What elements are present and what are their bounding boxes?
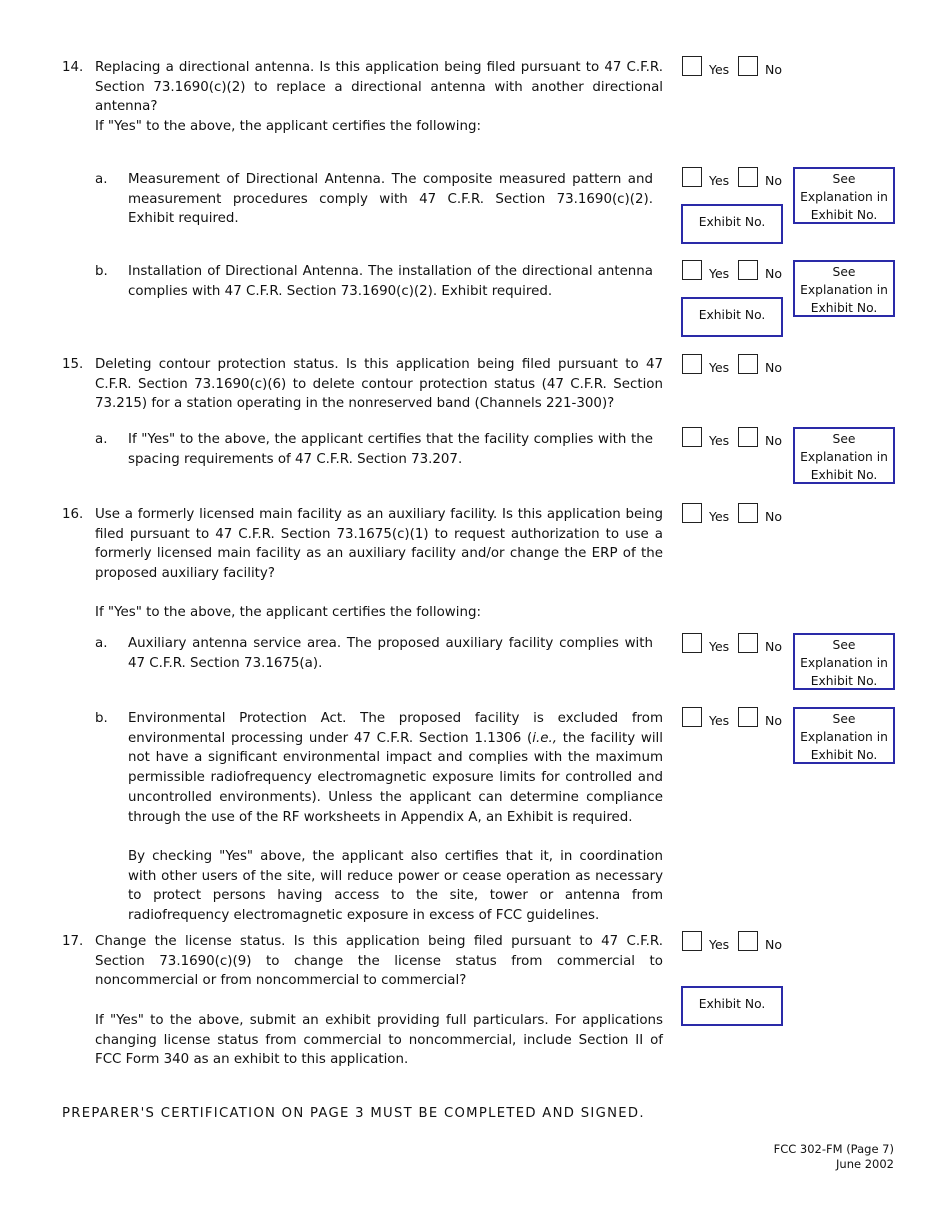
q15a-see-explanation-box[interactable]: [793, 427, 895, 484]
q14b-text: Installation of Directional Antenna. The installation of the directional antenna complies with 47 C.F.R. Section 73.1690(c)(2). Exhibit required.: [128, 264, 653, 299]
form-date: June 2002: [836, 1157, 894, 1171]
q16b-text-ie: i.e.,: [532, 730, 558, 746]
q14a-exhibit-box[interactable]: [681, 204, 783, 244]
q14b-exhibit-label: Exhibit No.: [698, 308, 766, 322]
q16a-letter: a.: [95, 636, 108, 651]
q15a-no-checkbox[interactable]: [738, 427, 758, 447]
q17-exhibit-label: Exhibit No.: [698, 997, 766, 1011]
q16b-letter: b.: [95, 711, 108, 726]
q16b-yes-checkbox[interactable]: [682, 707, 702, 727]
q15-no-checkbox[interactable]: [738, 354, 758, 374]
q15-text: Deleting contour protection status. Is this application being filed pursuant to 47 C.F.R. Section 73.1690(c)(6) to delete contour protection status (47 C.F.R. Section 73.215) for a station operating in the nonreserved band (Channels 221-300)?: [95, 357, 663, 412]
q16-yes-checkbox[interactable]: [682, 503, 702, 523]
q16b-no-label: No: [765, 713, 782, 728]
q15a-yes-label: Yes: [709, 433, 730, 448]
q16b-text: [128, 709, 663, 827]
q14a-see-explanation-label: See Explanation in Exhibit No.: [800, 172, 888, 222]
q16-no-label: No: [765, 509, 782, 524]
q14a-text: Measurement of Directional Antenna. The composite measured pattern and measurement procedures comply with 47 C.F.R. Section 73.1690(c)(2). Exhibit required.: [128, 172, 653, 227]
q14-text: Replacing a directional antenna. Is this application being filed pursuant to 47 C.F.R. Section 73.1690(c)(2) to replace a directional antenna with another directional antenna?: [95, 60, 663, 115]
q14b-see-explanation-box[interactable]: [793, 260, 895, 317]
q16b-yes-label: Yes: [709, 713, 730, 728]
q14-no-label: No: [765, 62, 782, 77]
q17-number: 17.: [62, 934, 84, 949]
q14a-no-label: No: [765, 173, 782, 188]
q14a-see-explanation-box[interactable]: [793, 167, 895, 224]
q16b-text-part2: the facility will not have a significant environmental impact and complies with the maximum permissible radiofrequency electromagnetic exposure limits for controlled and uncontrolled environments). Unless the applicant can determine compliance through the use of the RF worksheets in Appendix A, an Exhibit is required.: [128, 730, 664, 825]
q16a-see-explanation-box[interactable]: [793, 633, 895, 690]
q14-yes-label: Yes: [709, 62, 730, 77]
q14-number: 14.: [62, 60, 84, 75]
q16-number: 16.: [62, 507, 84, 522]
q17-no-checkbox[interactable]: [738, 931, 758, 951]
q17-note: If "Yes" to the above, submit an exhibit providing full particulars. For applications changing license status from commercial to noncommercial, include Section II of FCC Form 340 as an exhibit to this application.: [95, 1013, 663, 1068]
q15a-no-label: No: [765, 433, 782, 448]
q16b-certification-text: By checking "Yes" above, the applicant also certifies that it, in coordination with other users of the site, will reduce power or cease operation as necessary to protect persons having access to the site, tower or antenna from radiofrequency electromagnetic exposure in excess of FCC guidelines.: [128, 849, 663, 924]
q16a-see-explanation-label: See Explanation in Exhibit No.: [800, 638, 888, 688]
q16-text: Use a formerly licensed main facility as an auxiliary facility. Is this application being filed pursuant to 47 C.F.R. Section 73.1675(c)(1) to request authorization to use a formerly licensed main facility as an auxiliary facility and/or change the ERP of the proposed auxiliary facility?: [95, 507, 663, 582]
q16a-yes-label: Yes: [709, 639, 730, 654]
q15-yes-checkbox[interactable]: [682, 354, 702, 374]
q14b-no-label: No: [765, 266, 782, 281]
q16-cert-intro: If "Yes" to the above, the applicant certifies the following:: [95, 605, 481, 620]
q14a-yes-checkbox[interactable]: [682, 167, 702, 187]
q14b-exhibit-box[interactable]: [681, 297, 783, 337]
q15a-yes-checkbox[interactable]: [682, 427, 702, 447]
q16-no-checkbox[interactable]: [738, 503, 758, 523]
q17-no-label: No: [765, 937, 782, 952]
q17-text: Change the license status. Is this application being filed pursuant to 47 C.F.R. Section 73.1690(c)(9) to change the license status from commercial to noncommercial or from noncommercial to commercial?: [95, 934, 663, 989]
q14-cert-intro: If "Yes" to the above, the applicant certifies the following:: [95, 119, 481, 134]
q15a-see-explanation-label: See Explanation in Exhibit No.: [800, 432, 888, 482]
q16b-see-explanation-box[interactable]: [793, 707, 895, 764]
q16b-no-checkbox[interactable]: [738, 707, 758, 727]
q14a-exhibit-label: Exhibit No.: [698, 215, 766, 229]
q14b-yes-label: Yes: [709, 266, 730, 281]
q16b-see-explanation-label: See Explanation in Exhibit No.: [800, 712, 888, 762]
q15-yes-label: Yes: [709, 360, 730, 375]
q17-yes-checkbox[interactable]: [682, 931, 702, 951]
q16a-no-label: No: [765, 639, 782, 654]
q14b-no-checkbox[interactable]: [738, 260, 758, 280]
form-id: FCC 302-FM (Page 7): [773, 1142, 894, 1156]
q14a-yes-label: Yes: [709, 173, 730, 188]
q15a-letter: a.: [95, 432, 108, 447]
q14b-see-explanation-label: See Explanation in Exhibit No.: [800, 265, 888, 315]
q14a-letter: a.: [95, 172, 108, 187]
q14a-no-checkbox[interactable]: [738, 167, 758, 187]
preparer-certification-notice: PREPARER'S CERTIFICATION ON PAGE 3 MUST BE COMPLETED AND SIGNED.: [62, 1106, 645, 1121]
q17-exhibit-box[interactable]: [681, 986, 783, 1026]
q16-yes-label: Yes: [709, 509, 730, 524]
q14b-yes-checkbox[interactable]: [682, 260, 702, 280]
q16b-text-part1: Environmental Protection Act. The proposed facility is excluded from environmental processing under 47 C.F.R. Section 1.1306 (: [128, 711, 663, 746]
q14b-letter: b.: [95, 264, 108, 279]
q14-no-checkbox[interactable]: [738, 56, 758, 76]
q15a-text: If "Yes" to the above, the applicant certifies that the facility complies with the spacing requirements of 47 C.F.R. Section 73.207.: [128, 432, 653, 467]
q16a-yes-checkbox[interactable]: [682, 633, 702, 653]
q15-number: 15.: [62, 357, 84, 372]
q17-yes-label: Yes: [709, 937, 730, 952]
q16a-no-checkbox[interactable]: [738, 633, 758, 653]
q16a-text: Auxiliary antenna service area. The proposed auxiliary facility complies with 47 C.F.R. Section 73.1675(a).: [128, 636, 653, 671]
q15-no-label: No: [765, 360, 782, 375]
q14-yes-checkbox[interactable]: [682, 56, 702, 76]
